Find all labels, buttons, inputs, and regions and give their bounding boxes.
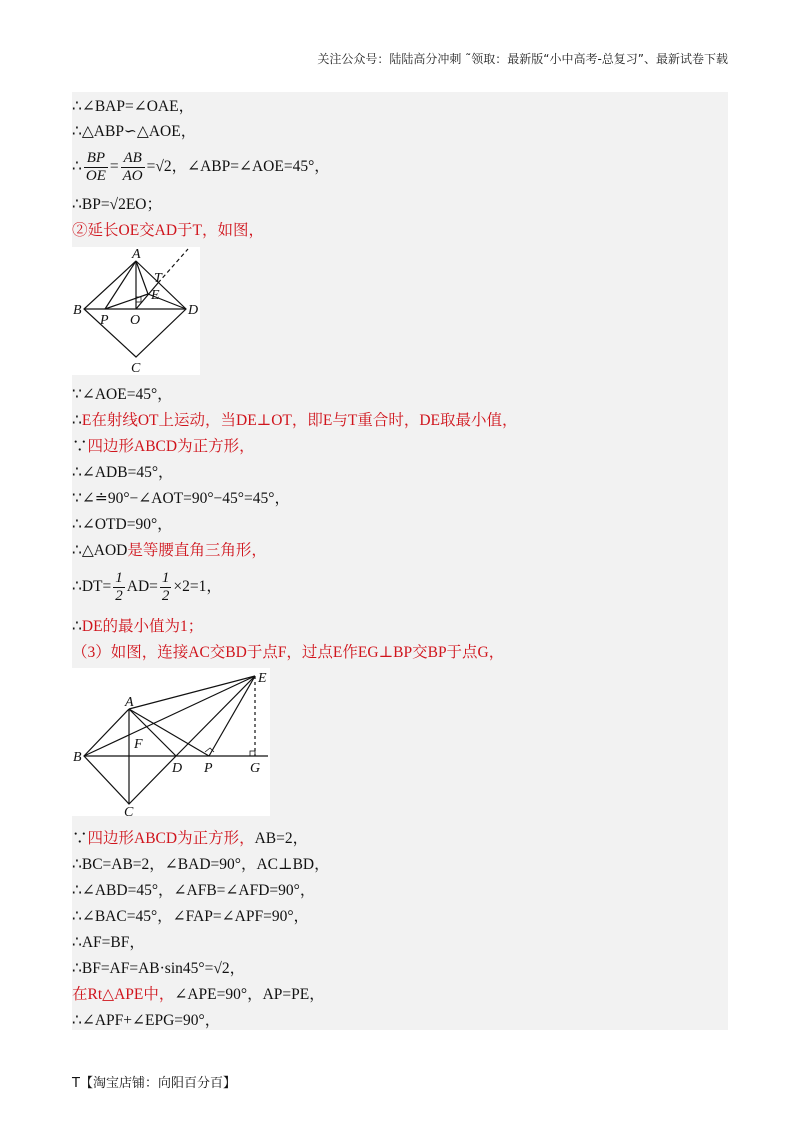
page-header: 关注公众号：陆陆高分冲刺 ˜领取：最新版“小中高考-总复习”、最新试卷下载: [317, 52, 728, 66]
label-b: B: [73, 750, 82, 765]
label-d: D: [172, 761, 183, 776]
fraction-ab-ao: $\frac{AB}{AO}$: [122, 150, 143, 184]
line-4: ∴BP=√2EO；: [72, 196, 162, 213]
figure-square-construction: [72, 247, 200, 375]
line-12: ∴△AOD是等腰直角三角形，: [72, 542, 267, 559]
label-a: A: [132, 247, 141, 262]
line-1: ∴∠BAP=∠OAE，: [72, 98, 195, 115]
line-13: ∴DT= $\frac{1}{2}$ AD= $\frac{1}{2}$ ×2=1，: [72, 570, 222, 604]
label-t: T: [154, 271, 162, 286]
label-d: D: [188, 303, 199, 318]
line-7: ∴E在射线OT上运动，当DE⊥OT，即E与T重合时，DE取最小值，: [72, 412, 518, 429]
line-3: ∴ $\frac{BP}{OE}$ = $\frac{AB}{AO}$ =√2，∠ABP=∠AOE=45°，: [72, 150, 330, 184]
line-16: ∵四边形ABCD为正方形，AB=2，: [72, 830, 309, 847]
line-20: ∴AF=BF，: [72, 934, 145, 951]
label-b: B: [73, 303, 82, 318]
line-17: ∴BC=AB=2，∠BAD=90°，AC⊥BD，: [72, 856, 330, 873]
label-e: E: [151, 288, 160, 303]
label-p: P: [100, 313, 109, 328]
label-g: G: [250, 761, 261, 776]
label-o: O: [130, 313, 141, 328]
line-8: ∵四边形ABCD为正方形，: [72, 438, 255, 455]
label-a: A: [125, 695, 134, 710]
fraction-one-half-b: $\frac{1}{2}$: [161, 570, 170, 604]
line-19: ∴∠BAC=45°，∠FAP=∠APF=90°，: [72, 908, 310, 925]
line-18: ∴∠ABD=45°，∠AFB=∠AFD=90°，: [72, 882, 316, 899]
label-e: E: [258, 671, 267, 686]
line-5: ②延长OE交AD于T，如图，: [72, 222, 265, 239]
line-14: ∴DE的最小值为1；: [72, 618, 204, 635]
label-c: C: [124, 805, 134, 816]
page-footer: T【淘宝店铺：向阳百分百】: [72, 1076, 236, 1091]
line-22: 在Rt△APE中，∠APE=90°，AP=PE，: [72, 986, 325, 1003]
label-f: F: [134, 737, 143, 752]
label-p: P: [204, 761, 213, 776]
line-23: ∴∠APF+∠EPG=90°，: [72, 1012, 221, 1029]
fraction-bp-oe: $\frac{BP}{OE}$: [85, 150, 106, 184]
line-9: ∴∠ADB=45°，: [72, 464, 174, 481]
line-15: （3）如图，连接AC交BD于点F，过点E作EG⊥BP交BP于点G，: [72, 644, 505, 661]
line-2: ∴△ABP∽△AOE，: [72, 123, 197, 140]
line-21: ∴BF=AF=AB·sin45°=√2，: [72, 960, 246, 977]
line-10: ∵∠≐90°−∠AOT=90°−45°=45°，: [72, 490, 290, 507]
label-c: C: [131, 361, 141, 375]
line-11: ∴∠OTD=90°，: [72, 516, 173, 533]
line-6: ∵∠AOE=45°，: [72, 386, 173, 403]
solution-content: [72, 92, 728, 1030]
fraction-one-half-a: $\frac{1}{2}$: [115, 570, 123, 604]
figure-square-triangle: [72, 668, 270, 816]
